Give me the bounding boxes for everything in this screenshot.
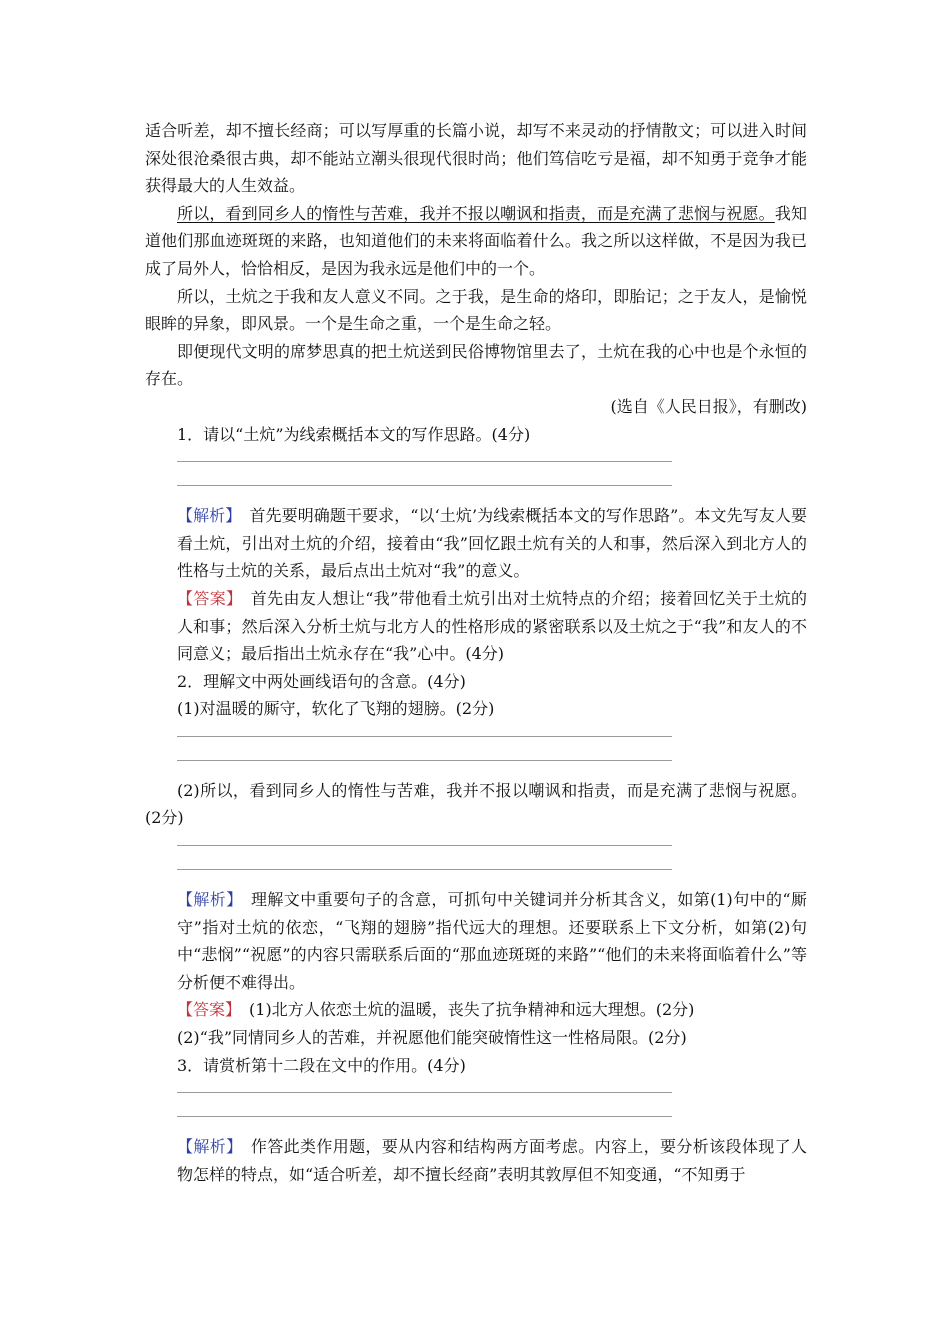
question-1-analysis	[145, 502, 807, 585]
question-2-sub-2: (2)所以，看到同乡人的惰性与苦难，我并不报以嘲讽和指责，而是充满了悲悯与祝愿。(2分)	[145, 780, 807, 828]
analysis-text: 作答此类作用题，要从内容和结构两方面考虑。内容上，要分析该段体现了人物怎样的特点，如“适合听差，却不擅长经商”表明其敦厚但不知变通，“不知勇于	[177, 1137, 807, 1184]
question-2-sub-1: (1)对温暖的厮守，软化了飞翔的翅膀。(2分)	[177, 699, 495, 719]
answer-label: 【答案】	[177, 588, 235, 608]
page-content	[145, 117, 807, 1188]
question-2-answer-2: (2)“我”同情同乡人的苦难，并祝愿他们能突破惰性这一性格局限。(2分)	[177, 1028, 687, 1048]
article-paragraph-4: 即便现代文明的席梦思真的把土炕送到民俗博物馆里去了，土炕在我的心中也是个永恒的存在。	[145, 341, 807, 389]
question-3-analysis	[145, 1133, 807, 1188]
answer-label: 【答案】	[177, 1000, 234, 1020]
underlined-sentence-2: 所以，看到同乡人的惰性与苦难，我并不报以嘲讽和指责，而是充满了悲悯与祝愿。	[177, 203, 775, 223]
question-2-stem: 2．理解文中两处画线语句的含意。(4分)	[177, 671, 466, 691]
question-2-answer-1	[145, 996, 807, 1024]
question-1-stem: 1．请以“土炕”为线索概括本文的写作思路。(4分)	[177, 424, 531, 444]
analysis-text: 理解文中重要句子的含意，可抓句中关键词并分析其含义，如第(1)句中的“厮守”指对土炕的依恋，“飞翔的翅膀”指代远大的理想。还要联系上下文分析，如第(2)句中“悲悯”“祝愿”的内容只需联系后面的“那血迹斑斑的来路”“他们的未来将面临着什么”等分析便不难得出。	[177, 890, 807, 992]
answer-text: (1)北方人依恋土炕的温暖，丧失了抗争精神和远大理想。(2分)	[249, 1000, 695, 1020]
analysis-label: 【解析】	[177, 890, 235, 910]
analysis-text: 首先要明确题干要求，“以‘土炕’为线索概括本文的写作思路”。本文先写友人要看土炕，引出对土炕的介绍，接着由“我”回忆跟土炕有关的人和事，然后深入到北方人的性格与土炕的关系，最后点出土炕对“我”的意义。	[177, 506, 807, 581]
question-1-answer	[145, 585, 807, 668]
article-paragraph-2	[145, 200, 807, 283]
question-3-stem: 3．请赏析第十二段在文中的作用。(4分)	[177, 1055, 466, 1075]
question-2-analysis	[145, 886, 807, 996]
article-paragraph-2-rest: 我知道他们那血迹斑斑的来路，也知道他们的未来将面临着什么。我之所以这样做，不是因为我已成了局外人，恰恰相反，是因为我永远是他们中的一个。	[145, 203, 807, 278]
answer-text: 首先由友人想让“我”带他看土炕引出对土炕特点的介绍；接着回忆关于土炕的人和事；然后深入分析土炕与北方人的性格形成的紧密联系以及土炕之于“我”和友人的不同意义；最后指出土炕永存在“我”心中。(4分)	[177, 588, 807, 664]
analysis-label: 【解析】	[177, 1137, 235, 1157]
article-paragraph-3: 所以，土炕之于我和友人意义不同。之于我，是生命的烙印，即胎记；之于友人，是愉悦眼眸的异象，即风景。一个是生命之重，一个是生命之轻。	[145, 286, 807, 334]
article-paragraph-1: 适合听差，却不擅长经商；可以写厚重的长篇小说，却写不来灵动的抒情散文；可以进入时间深处很沧桑很古典，却不能站立潮头很现代很时尚；他们笃信吃亏是福，却不知勇于竞争才能获得最大的人生效益。	[145, 121, 807, 196]
article-source: (选自《人民日报》，有删改)	[610, 396, 807, 416]
analysis-label: 【解析】	[177, 506, 234, 526]
